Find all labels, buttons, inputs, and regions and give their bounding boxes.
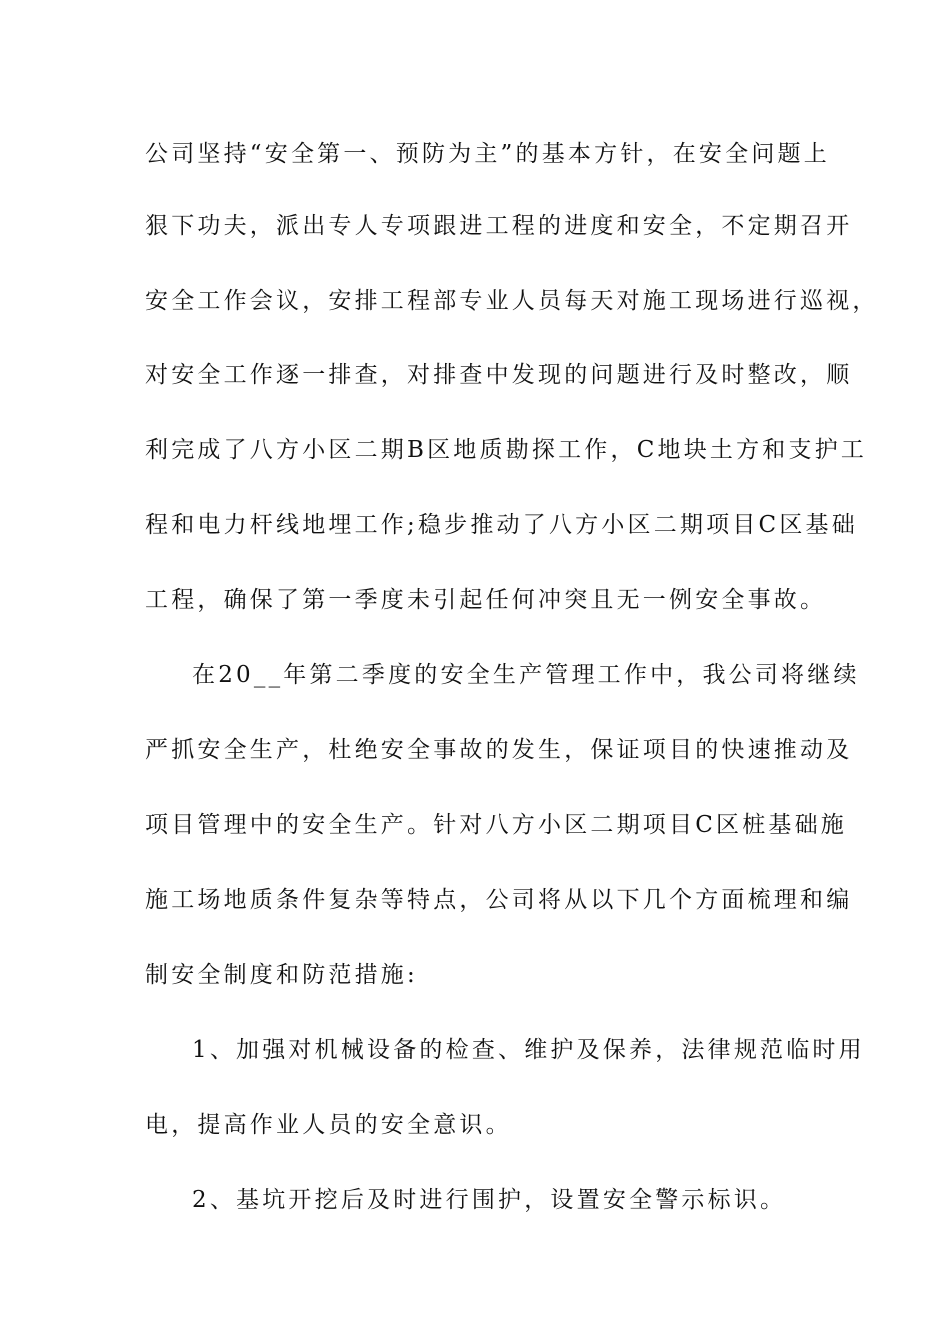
paragraph-line: 施工场地质条件复杂等特点，公司将从以下几个方面梳理和编 [145,887,853,913]
paragraph-line: 利完成了八方小区二期B区地质勘探工作，C地块土方和支护工 [145,437,868,463]
list-item-line: 2、基坑开挖后及时进行围护，设置安全警示标识。 [192,1187,787,1213]
paragraph-line: 在20__年第二季度的安全生产管理工作中，我公司将继续 [192,662,860,688]
paragraph-line: 制安全制度和防范措施: [145,962,418,988]
list-item-line: 电，提高作业人员的安全意识。 [145,1112,512,1138]
paragraph-line: 严抓安全生产，杜绝安全事故的发生，保证项目的快速推动及 [145,737,853,763]
paragraph-line: 公司坚持“安全第一、预防为主”的基本方针，在安全问题上 [145,141,830,167]
paragraph-line: 程和电力杆线地埋工作;稳步推动了八方小区二期项目C区基础 [145,512,858,538]
paragraph-line: 工程，确保了第一季度未引起任何冲突且无一例安全事故。 [145,587,827,613]
paragraph-line: 安全工作会议，安排工程部专业人员每天对施工现场进行巡视， [145,288,879,314]
paragraph-line: 狠下功夫，派出专人专项跟进工程的进度和安全，不定期召开 [145,213,853,239]
paragraph-line: 对安全工作逐一排查，对排查中发现的问题进行及时整改，顺 [145,362,853,388]
list-item-line: 1、加强对机械设备的检查、维护及保养，法律规范临时用 [192,1037,865,1063]
paragraph-line: 项目管理中的安全生产。针对八方小区二期项目C区桩基础施 [145,812,847,838]
